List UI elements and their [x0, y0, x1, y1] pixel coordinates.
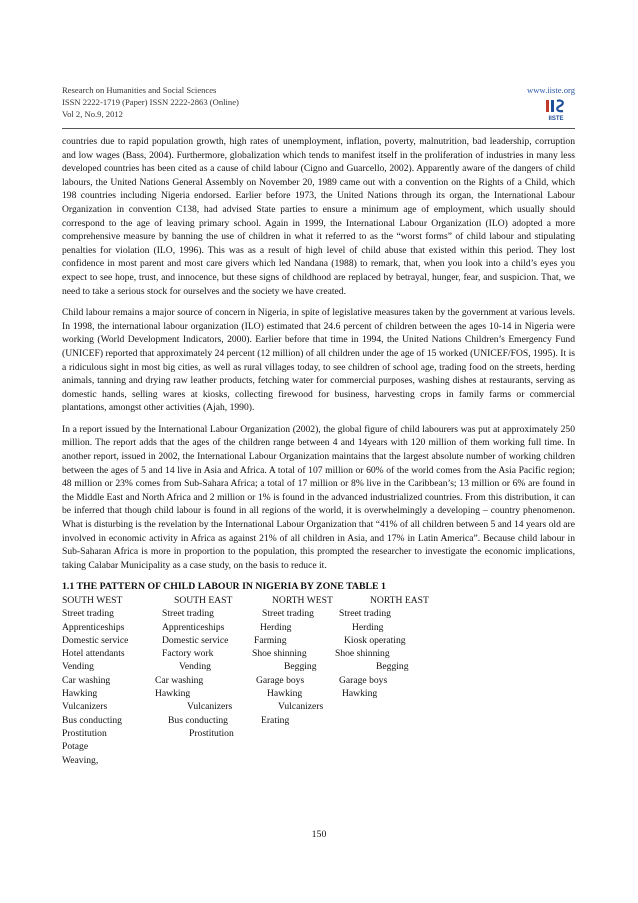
table-cell: Hawking: [267, 688, 303, 700]
table-cell: Bus conducting: [62, 714, 122, 726]
table-cell: Car washing: [62, 674, 111, 686]
table-cell: Kiosk operating: [344, 634, 406, 646]
page-number: 150: [311, 829, 327, 840]
journal-website-link[interactable]: www.iiste.org: [527, 85, 575, 95]
column-header-south-west: SOUTH WEST: [62, 595, 123, 606]
table-cell: Farming: [254, 634, 287, 646]
table-cell: Shoe shinning: [335, 648, 390, 660]
table-cell: Erating: [261, 714, 290, 726]
table-row: [62, 607, 575, 620]
table-cell: Vulcanizers: [278, 701, 324, 713]
table-row: [62, 634, 575, 647]
section-title: 1.1 THE PATTERN OF CHILD LABOUR IN NIGERIA BY ZONE TABLE 1: [62, 581, 386, 593]
table-cell: Weaving,: [62, 754, 99, 766]
table-row: [62, 714, 575, 727]
page-header: [62, 84, 577, 120]
column-header-north-west: NORTH WEST: [272, 595, 333, 606]
journal-info: [62, 84, 577, 120]
table-cell: Street trading: [262, 608, 314, 620]
table-row: [62, 754, 575, 767]
header-divider: [62, 128, 575, 129]
column-header-north-east: NORTH EAST: [370, 595, 429, 606]
journal-volume: Vol 2, No.9, 2012: [62, 109, 123, 119]
journal-title: Research on Humanities and Social Sciences: [62, 85, 217, 95]
table-row: [62, 647, 575, 660]
column-header-south-east: SOUTH EAST: [174, 595, 233, 606]
iiste-logo-icon: [543, 98, 569, 122]
journal-issn: ISSN 2222-1719 (Paper) ISSN 2222-2863 (Online): [62, 97, 239, 107]
table-cell: Factory work: [162, 648, 214, 660]
body-paragraph-2: Child labour remains a major source of concern in Nigeria, in spite of legislative measures taken by the government at various levels. In 1998, the international labour organization (ILO) estimated that 24.6 percent of children between the ages 10-14 in Nigeria were working (World Development Indicators, 2000). Earlier before that time in 1994, the United Nations Children’s Emergency Fund (UNICEF) reported that approximately 24 percent (12 million) of all children under the age of 15 worked (UNICEF/FOS, 1995). It is a ridiculous sight in most big cities, as well as rural villages today, to see children of school age, trading food on the streets, herding animals, tanning and drying raw leather products, fetching water for commercial purposes, washing dishes at restaurants, serving as domestic hands, selling wares at kiosks, collecting firewood for business, harvesting crops in family farms or commercial plantations, amongst other activities (Ajah, 1990).: [62, 307, 575, 414]
table-cell: Vending: [62, 661, 94, 673]
table-cell: Begging: [284, 661, 317, 673]
table-cell: Apprenticeships: [62, 621, 125, 633]
table-cell: Car washing: [155, 674, 204, 686]
logo-text: IISTE: [548, 116, 564, 122]
table-cell: Hawking: [62, 688, 98, 700]
table-cell: Hawking: [342, 688, 378, 700]
table-row: [62, 740, 575, 753]
table-cell: Hotel attendants: [62, 648, 125, 660]
table-cell: Potage: [62, 741, 89, 753]
article-body: [62, 135, 575, 767]
table-cell: Garage boys: [339, 674, 388, 686]
table-cell: Begging: [376, 661, 409, 673]
table-row: [62, 674, 575, 687]
table-cell: Domestic service: [162, 634, 229, 646]
table-cell: Prostitution: [62, 727, 107, 739]
table-cell: Prostitution: [189, 727, 234, 739]
table-row: [62, 700, 575, 713]
table-cell: Herding: [352, 621, 384, 633]
table-row: [62, 660, 575, 673]
table-cell: Street trading: [62, 608, 114, 620]
table-cell: Herding: [260, 621, 292, 633]
table-cell: Shoe shinning: [252, 648, 307, 660]
table-cell: Vending: [179, 661, 211, 673]
child-labour-zone-table: [62, 594, 575, 767]
table-cell: Hawking: [155, 688, 191, 700]
table-header-row: [62, 594, 575, 607]
body-paragraph-1: countries due to rapid population growth, high rates of unemployment, inflation, poverty, malnutrition, bad leadership, corruption and low wages (Bass, 2004). Furthermore, globalization which tends to manifest itself in the proliferation of industries in many less developed countries has been cited as a cause of child labour (Cigno and Guarcello, 2002). Apparently aware of the dangers of child labours, the United Nations General Assembly on November 20, 1989 came out with a convention on the Rights of a Child, which 198 countries including Nigeria endorsed. Earlier before 1973, the United Nations through its organ, the International Labour Organization in convention C138, had advised State parties to ensure a minimum age of employment, which usually should correspond to the age of leaving primary school. Again in 1999, the International Labour Organization (ILO) adopted a more comprehensive measure by banning the use of children in what it referred to as the “worst forms” of child labour and stipulating penalties for violation (ILO, 1996). This was as a result of high level of child abuse that existed within this period. They lost confidence in most parent and most care givers which led Nandana (1988) to remark, that, when you look into a child’s eyes you expect to see hope, trust, and innocence, but these signs of childhood are replaced by betrayal, hunger, fear, and suspicion. That, we need to take a serious stock for ourselves and the society we have created.: [62, 136, 575, 297]
table-row: [62, 621, 575, 634]
table-cell: Vulcanizers: [187, 701, 233, 713]
table-cell: Bus conducting: [168, 714, 228, 726]
table-cell: Apprenticeships: [162, 621, 225, 633]
table-cell: Street trading: [162, 608, 214, 620]
table-cell: Garage boys: [256, 674, 305, 686]
table-cell: Street trading: [339, 608, 391, 620]
table-cell: Vulcanizers: [62, 701, 108, 713]
table-row: [62, 727, 575, 740]
table-row: [62, 687, 575, 700]
body-paragraph-3: In a report issued by the International Labour Organization (2002), the global figure of child labourers was put at approximately 250 million. The report adds that the ages of the children range between 4 and 14years with 120 million of them working full time. In another report, issued in 2002, the International Labour Organization maintains that the largest absolute number of working children between the ages of 5 and 14 live in Asia and Africa. A total of 107 million or 60% of the world comes from the Asia Pacific region; 48 million or 23% comes from Sub-Sahara Africa; a total of 17 million or 8% live in the Caribbean’s; 13 million or 6% are found in the Middle East and North Africa and 2 million or 1% is found in the advanced industrialized countries. From this distribution, it can be inferred that though child labour is found in all regions of the world, it is overwhelmingly a developing – country phenomenon. What is disturbing is the revelation by the International Labour Organization that “41% of all children between 5 and 14 years old are involved in economic activity in Africa as against 21% of all children in Asia, and 17% in Latin America”. Because child labour in Sub-Saharan Africa is more in proportion to the population, this prompted the researcher to investigate the economic implications, taking Calabar Municipality as a case study, on the basis to reduce it.: [62, 423, 575, 571]
table-cell: Domestic service: [62, 634, 129, 646]
